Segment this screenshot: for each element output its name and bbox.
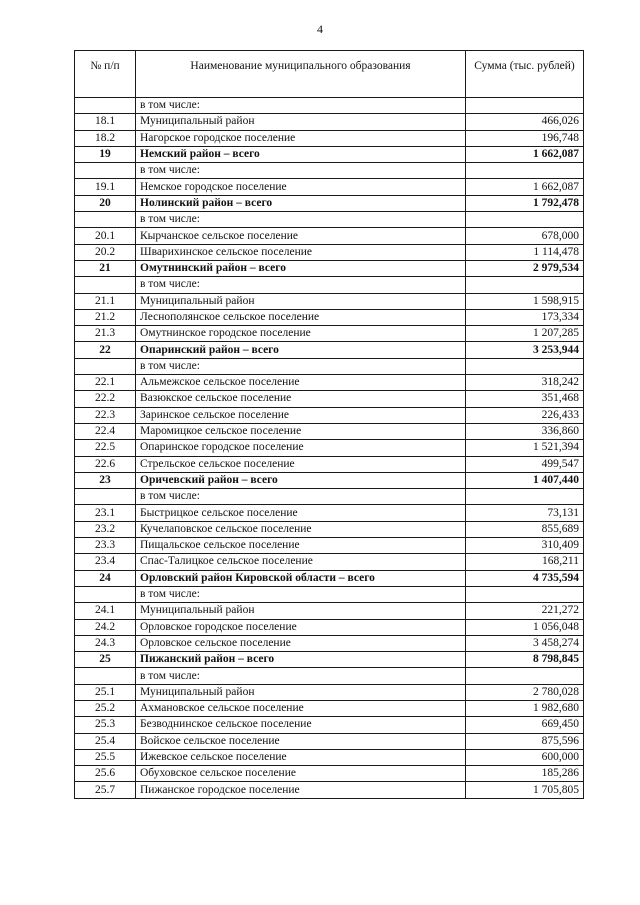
header-num: № п/п — [75, 51, 136, 98]
cell-sum: 336,860 — [466, 423, 584, 439]
cell-num: 18.1 — [75, 114, 136, 130]
cell-name: Муниципальный район — [136, 684, 466, 700]
cell-num: 25.5 — [75, 749, 136, 765]
cell-sum: 466,026 — [466, 114, 584, 130]
cell-sum: 499,547 — [466, 456, 584, 472]
cell-name: Орловский район Кировской области – всего — [136, 570, 466, 586]
cell-num: 25.1 — [75, 684, 136, 700]
table-row-total — [75, 652, 584, 668]
cell-sum: 1 598,915 — [466, 293, 584, 309]
table-row — [75, 114, 584, 130]
cell-sum — [466, 489, 584, 505]
table-row — [75, 521, 584, 537]
table-row — [75, 407, 584, 423]
table-row — [75, 293, 584, 309]
table-row — [75, 391, 584, 407]
cell-num: 23.3 — [75, 538, 136, 554]
cell-sum — [466, 277, 584, 293]
page-number: 4 — [317, 22, 323, 36]
table-row — [75, 684, 584, 700]
cell-sum: 196,748 — [466, 130, 584, 146]
table-row — [75, 668, 584, 684]
cell-name: Альмежское сельское поселение — [136, 375, 466, 391]
cell-num: 25.2 — [75, 700, 136, 716]
table-row — [75, 179, 584, 195]
cell-sum: 1 114,478 — [466, 244, 584, 260]
cell-num: 20 — [75, 195, 136, 211]
cell-num: 22 — [75, 342, 136, 358]
table-row — [75, 766, 584, 782]
cell-sum: 600,000 — [466, 749, 584, 765]
cell-name: Муниципальный район — [136, 114, 466, 130]
cell-name: Муниципальный район — [136, 293, 466, 309]
cell-num: 22.5 — [75, 440, 136, 456]
cell-sum — [466, 98, 584, 114]
cell-name: в том числе: — [136, 163, 466, 179]
cell-name: Обуховское сельское поселение — [136, 766, 466, 782]
cell-sum: 855,689 — [466, 521, 584, 537]
cell-name: Леснополянское сельское поселение — [136, 309, 466, 325]
cell-sum: 2 979,534 — [466, 260, 584, 276]
cell-sum: 185,286 — [466, 766, 584, 782]
cell-sum: 3 458,274 — [466, 635, 584, 651]
cell-num: 24.3 — [75, 635, 136, 651]
cell-name: в том числе: — [136, 668, 466, 684]
cell-name: Опаринский район – всего — [136, 342, 466, 358]
cell-sum — [466, 163, 584, 179]
cell-name: Кучелаповское сельское поселение — [136, 521, 466, 537]
cell-sum: 1 705,805 — [466, 782, 584, 798]
cell-num: 21.3 — [75, 326, 136, 342]
cell-name: Войское сельское поселение — [136, 733, 466, 749]
table-row — [75, 603, 584, 619]
cell-name: Нагорское городское поселение — [136, 130, 466, 146]
table-row — [75, 326, 584, 342]
cell-name: Орловское городское поселение — [136, 619, 466, 635]
table-row-total — [75, 195, 584, 211]
cell-num — [75, 358, 136, 374]
cell-sum — [466, 586, 584, 602]
cell-sum: 73,131 — [466, 505, 584, 521]
cell-num: 25.3 — [75, 717, 136, 733]
cell-sum: 669,450 — [466, 717, 584, 733]
table-row — [75, 375, 584, 391]
table-row — [75, 244, 584, 260]
cell-num — [75, 489, 136, 505]
table-row — [75, 619, 584, 635]
cell-sum: 168,211 — [466, 554, 584, 570]
cell-sum — [466, 358, 584, 374]
cell-num: 25 — [75, 652, 136, 668]
cell-num: 23.2 — [75, 521, 136, 537]
table-row — [75, 700, 584, 716]
cell-num: 20.1 — [75, 228, 136, 244]
table-row — [75, 163, 584, 179]
table-row — [75, 130, 584, 146]
cell-sum: 678,000 — [466, 228, 584, 244]
cell-sum: 310,409 — [466, 538, 584, 554]
cell-num: 25.6 — [75, 766, 136, 782]
cell-name: Оричевский район – всего — [136, 472, 466, 488]
cell-num — [75, 277, 136, 293]
table-row — [75, 489, 584, 505]
cell-num — [75, 98, 136, 114]
cell-name: в том числе: — [136, 98, 466, 114]
table-row — [75, 228, 584, 244]
table-row — [75, 635, 584, 651]
cell-name: в том числе: — [136, 489, 466, 505]
cell-name: Орловское сельское поселение — [136, 635, 466, 651]
cell-sum: 8 798,845 — [466, 652, 584, 668]
header-sum: Сумма (тыс. рублей) — [466, 51, 584, 98]
cell-name: Быстрицкое сельское поселение — [136, 505, 466, 521]
cell-sum: 351,468 — [466, 391, 584, 407]
cell-name: в том числе: — [136, 277, 466, 293]
cell-sum: 2 780,028 — [466, 684, 584, 700]
cell-num: 25.4 — [75, 733, 136, 749]
cell-name: Маромицкое сельское поселение — [136, 423, 466, 439]
cell-num: 25.7 — [75, 782, 136, 798]
cell-num: 23.4 — [75, 554, 136, 570]
cell-num: 24.2 — [75, 619, 136, 635]
cell-name: Нолинский район – всего — [136, 195, 466, 211]
cell-sum: 1 662,087 — [466, 179, 584, 195]
table-row — [75, 440, 584, 456]
cell-name: Немское городское поселение — [136, 179, 466, 195]
cell-name: Кырчанское сельское поселение — [136, 228, 466, 244]
cell-name: Пищальское сельское поселение — [136, 538, 466, 554]
cell-name: в том числе: — [136, 358, 466, 374]
table-row — [75, 782, 584, 798]
cell-sum — [466, 668, 584, 684]
table-row — [75, 309, 584, 325]
cell-sum: 1 056,048 — [466, 619, 584, 635]
table-row — [75, 586, 584, 602]
cell-num: 23 — [75, 472, 136, 488]
table-row — [75, 554, 584, 570]
cell-name: Немский район – всего — [136, 146, 466, 162]
cell-num — [75, 163, 136, 179]
table-body — [75, 98, 584, 799]
cell-name: Заринское сельское поселение — [136, 407, 466, 423]
cell-name: Муниципальный район — [136, 603, 466, 619]
cell-num: 21 — [75, 260, 136, 276]
cell-name: Омутнинский район – всего — [136, 260, 466, 276]
cell-name: Омутнинское городское поселение — [136, 326, 466, 342]
cell-name: Пижанский район – всего — [136, 652, 466, 668]
cell-name: Шварихинское сельское поселение — [136, 244, 466, 260]
table-row — [75, 277, 584, 293]
cell-sum: 226,433 — [466, 407, 584, 423]
cell-name: Безводнинское сельское поселение — [136, 717, 466, 733]
cell-num: 21.2 — [75, 309, 136, 325]
cell-num: 19 — [75, 146, 136, 162]
cell-num: 19.1 — [75, 179, 136, 195]
cell-sum — [466, 212, 584, 228]
cell-sum: 3 253,944 — [466, 342, 584, 358]
cell-name: в том числе: — [136, 586, 466, 602]
cell-name: Ахмановское сельское поселение — [136, 700, 466, 716]
table-row-total — [75, 260, 584, 276]
cell-num: 18.2 — [75, 130, 136, 146]
cell-num: 22.1 — [75, 375, 136, 391]
cell-num — [75, 212, 136, 228]
budget-table — [74, 50, 584, 799]
cell-sum: 4 735,594 — [466, 570, 584, 586]
cell-sum: 221,272 — [466, 603, 584, 619]
table-row-total — [75, 472, 584, 488]
cell-num — [75, 586, 136, 602]
table-row — [75, 212, 584, 228]
cell-num: 22.2 — [75, 391, 136, 407]
cell-sum: 1 982,680 — [466, 700, 584, 716]
cell-num: 23.1 — [75, 505, 136, 521]
cell-sum: 318,242 — [466, 375, 584, 391]
table-header-row — [75, 51, 584, 98]
cell-num: 22.6 — [75, 456, 136, 472]
cell-sum: 1 407,440 — [466, 472, 584, 488]
cell-name: Опаринское городское поселение — [136, 440, 466, 456]
cell-sum: 1 207,285 — [466, 326, 584, 342]
table-row — [75, 538, 584, 554]
table-row — [75, 733, 584, 749]
cell-sum: 173,334 — [466, 309, 584, 325]
cell-name: Ижевское сельское поселение — [136, 749, 466, 765]
cell-sum: 1 662,087 — [466, 146, 584, 162]
table-row — [75, 717, 584, 733]
table-row-total — [75, 570, 584, 586]
table-row — [75, 749, 584, 765]
header-name: Наименование муниципального образования — [136, 51, 466, 98]
table-row — [75, 505, 584, 521]
cell-num: 22.4 — [75, 423, 136, 439]
table-row — [75, 423, 584, 439]
cell-num: 22.3 — [75, 407, 136, 423]
table-row-total — [75, 342, 584, 358]
table-row — [75, 456, 584, 472]
cell-name: в том числе: — [136, 212, 466, 228]
cell-num — [75, 668, 136, 684]
cell-name: Спас-Талицкое сельское поселение — [136, 554, 466, 570]
cell-num: 24 — [75, 570, 136, 586]
cell-num: 20.2 — [75, 244, 136, 260]
cell-name: Вазюкское сельское поселение — [136, 391, 466, 407]
cell-sum: 1 792,478 — [466, 195, 584, 211]
cell-num: 24.1 — [75, 603, 136, 619]
table-row — [75, 358, 584, 374]
cell-name: Пижанское городское поселение — [136, 782, 466, 798]
cell-num: 21.1 — [75, 293, 136, 309]
table-row-total — [75, 146, 584, 162]
table-row — [75, 98, 584, 114]
cell-sum: 1 521,394 — [466, 440, 584, 456]
cell-sum: 875,596 — [466, 733, 584, 749]
cell-name: Стрельское сельское поселение — [136, 456, 466, 472]
